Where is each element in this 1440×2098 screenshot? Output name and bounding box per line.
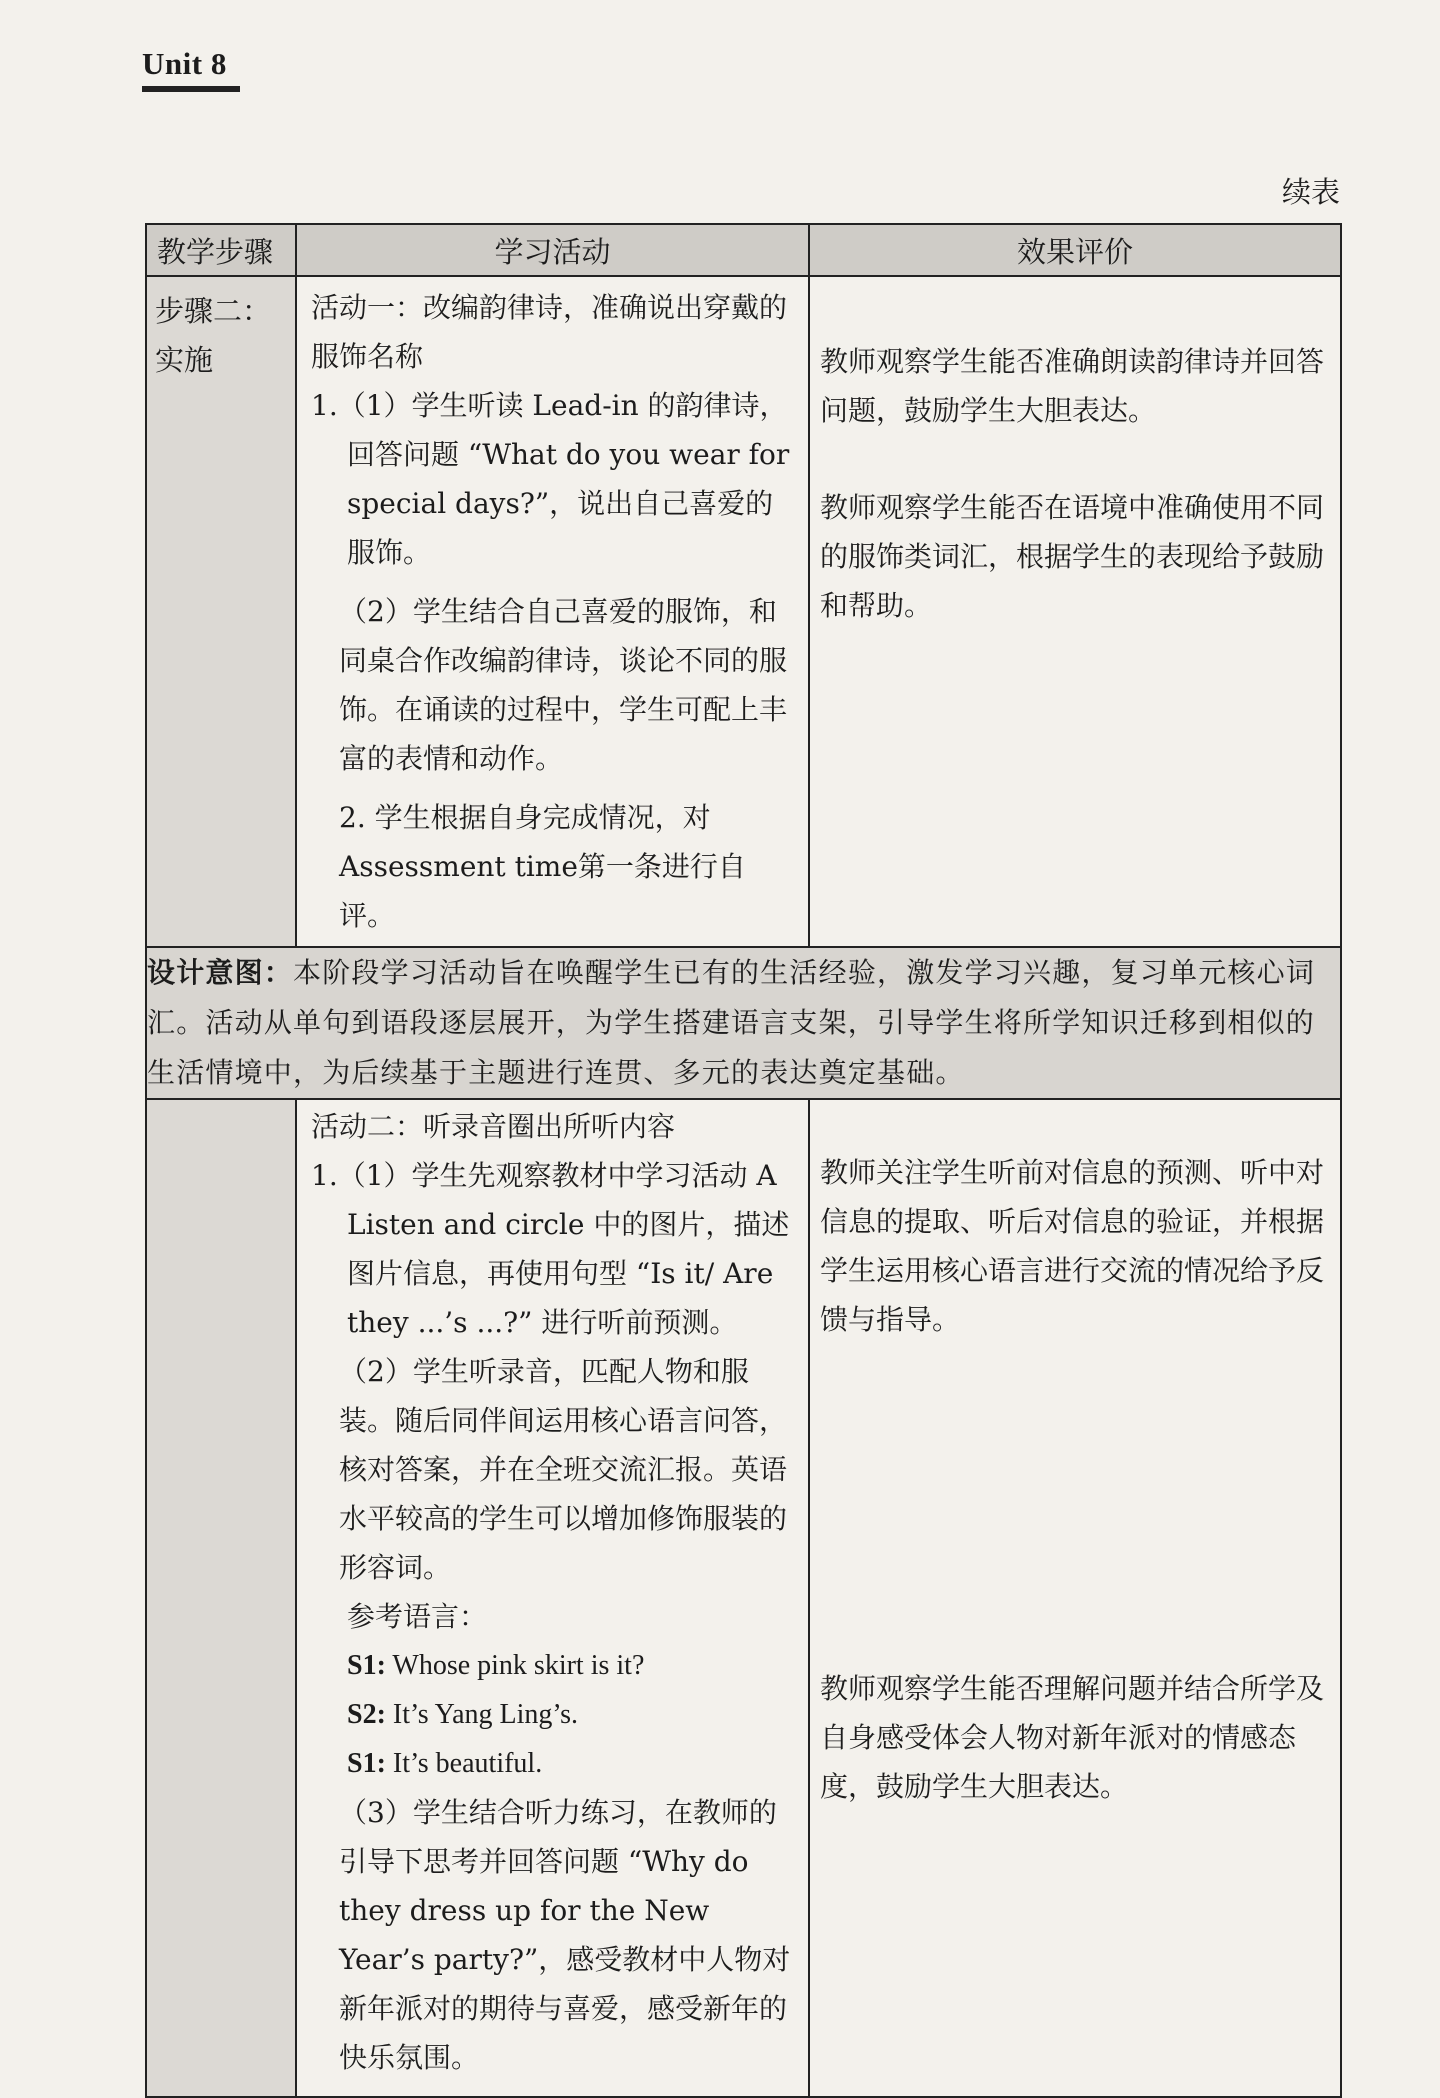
- activity-two-cell: [296, 1099, 809, 2097]
- continued-label: 续表: [1281, 175, 1340, 209]
- activity-two-step1: 1.（1）学生先观察教材中学习活动 A Listen and circle 中的图片，描述图片信息，再使用句型 “Is it/ Are they ...’s ...?” 进行听前预测。: [311, 1159, 790, 1339]
- header-eval: 效果评价: [809, 224, 1341, 276]
- activity-one-title: 活动一：改编韵律诗，准确说出穿戴的服饰名称: [311, 291, 788, 373]
- eval-one-cell: [809, 276, 1341, 947]
- eval-one-text1: 教师观察学生能否准确朗读韵律诗并回答问题，鼓励学生大胆表达。: [820, 345, 1325, 427]
- unit-title: Unit 8: [142, 46, 227, 81]
- unit-underline: [142, 86, 240, 92]
- dialogue-line-2: [311, 1690, 798, 1739]
- step-label: 步骤二：: [155, 294, 272, 328]
- header-activity: 学习活动: [296, 224, 809, 276]
- header-step: 教学步骤: [146, 224, 296, 276]
- eval-two-cell: [809, 1099, 1341, 2097]
- speaker-s1-again: S1:: [347, 1748, 386, 1779]
- header-row: [146, 224, 1341, 276]
- activity-two-title: 活动二：听录音圈出所听内容: [311, 1110, 676, 1143]
- design-intent-row: [146, 947, 1341, 1099]
- dialogue-line-3: [311, 1739, 798, 1788]
- speaker-s1: S1:: [347, 1650, 386, 1681]
- dialogue-text-3: It’s beautiful.: [385, 1748, 543, 1779]
- activity-two-row: [146, 1099, 1341, 2097]
- activity-one-step3: 2. 学生根据自身完成情况，对 Assessment time第一条进行自评。: [339, 801, 746, 932]
- eval-one-text2: 教师观察学生能否在语境中准确使用不同的服饰类词汇，根据学生的表现给予鼓励和帮助。: [820, 491, 1325, 622]
- activity-one-step1: 1.（1）学生听读 Lead-in 的韵律诗，回答问题 “What do you wear for special days?”，说出自己喜爱的服饰。: [311, 389, 790, 569]
- lesson-table: [145, 223, 1342, 2098]
- activity-one-cell: [296, 276, 809, 947]
- activity-one-row: [146, 276, 1341, 947]
- speaker-s2: S2:: [347, 1699, 386, 1730]
- step-cell-empty: [146, 1099, 296, 2097]
- step-cell: [146, 276, 296, 947]
- dialogue-line-1: [311, 1641, 798, 1690]
- reference-label: 参考语言：: [347, 1600, 488, 1633]
- activity-one-step2: （2）学生结合自己喜爱的服饰，和同桌合作改编韵律诗，谈论不同的服饰。在诵读的过程中，学生可配上丰富的表情和动作。: [339, 595, 788, 775]
- dialogue-text-1: Whose pink skirt is it?: [385, 1650, 645, 1681]
- step-name: 实施: [155, 343, 214, 377]
- dialogue-text-2: It’s Yang Ling’s.: [385, 1699, 579, 1730]
- activity-two-step2: （2）学生听录音，匹配人物和服装。随后同伴间运用核心语言问答，核对答案，并在全班交流汇报。英语水平较高的学生可以增加修饰服装的形容词。: [339, 1355, 788, 1584]
- eval-two-text2: 教师观察学生能否理解问题并结合所学及自身感受体会人物对新年派对的情感态度，鼓励学生大胆表达。: [820, 1672, 1325, 1803]
- activity-two-step3: （3）学生结合听力练习，在教师的引导下思考并回答问题 “Why do they dress up for the New Year’s party?”，感受教材中人物对新年派对的期待与喜爱，感受新年的快乐氛围。: [339, 1796, 791, 2074]
- design-intent-text: 本阶段学习活动旨在唤醒学生已有的生活经验，激发学习兴趣，复习单元核心词汇。活动从单句到语段逐层展开，为学生搭建语言支架，引导学生将所学知识迁移到相似的生活情境中，为后续基于主题进行连贯、多元的表达奠定基础。: [147, 956, 1316, 1089]
- eval-two-text1: 教师关注学生听前对信息的预测、听中对信息的提取、听后对信息的验证，并根据学生运用核心语言进行交流的情况给予反馈与指导。: [820, 1156, 1325, 1336]
- design-intent-cell: [146, 947, 1341, 1099]
- design-intent-label: 设计意图：: [147, 956, 294, 989]
